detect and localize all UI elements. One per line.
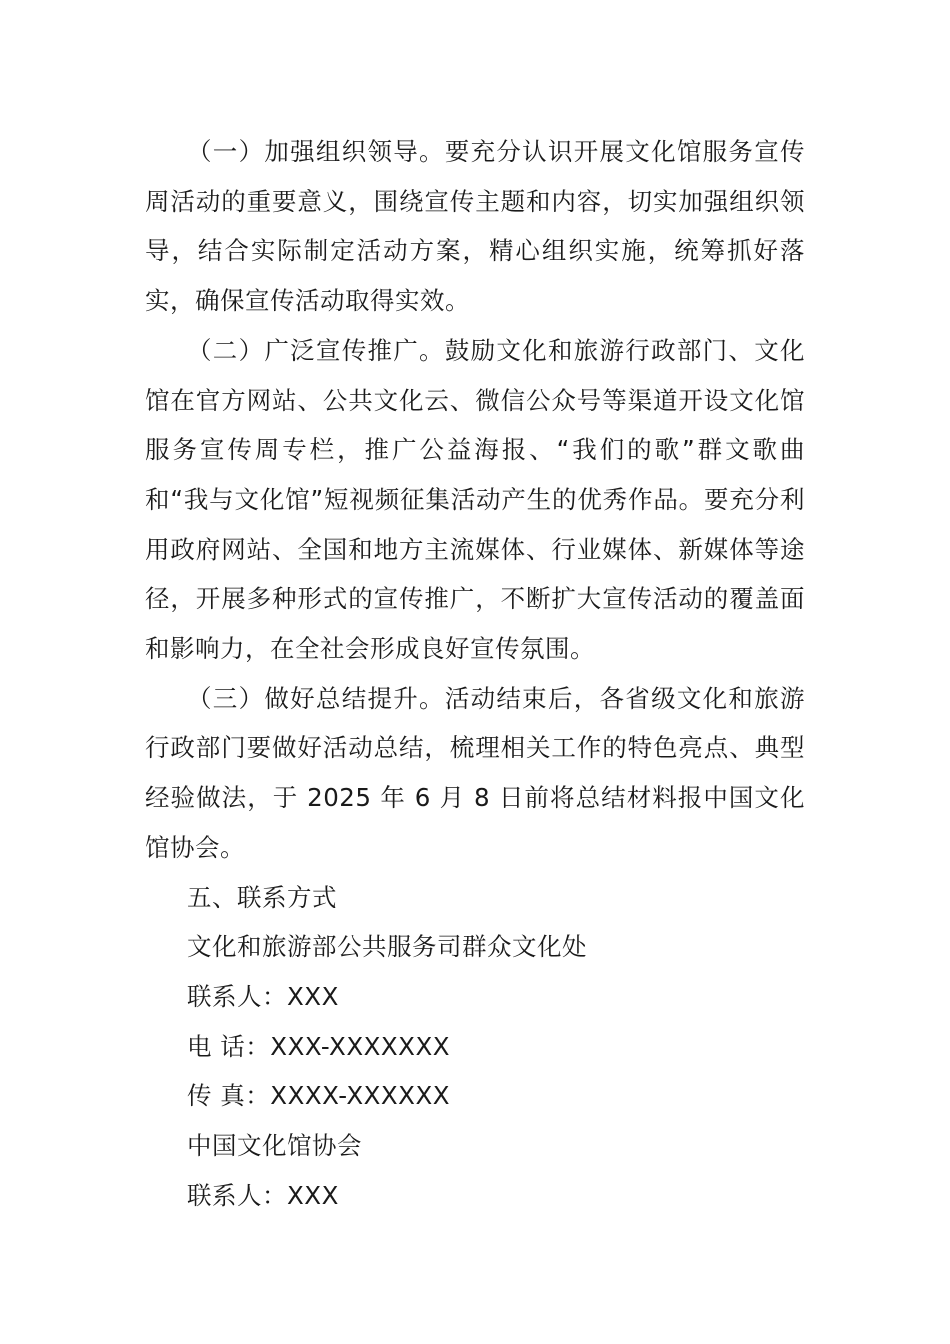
document-body	[145, 127, 805, 1220]
paragraph-organization-leadership: （一）加强组织领导。要充分认识开展文化馆服务宣传周活动的重要意义，围绕宣传主题和内容，切实加强组织领导，结合实际制定活动方案，精心组织实施，统筹抓好落实，确保宣传活动取得实效。	[145, 137, 805, 316]
org2-name: 中国文化馆协会	[187, 1131, 362, 1161]
section-heading-contact: 五、联系方式	[187, 882, 337, 912]
org2-contact-person: 联系人：XXX	[187, 1180, 339, 1210]
paragraph-summary-improvement: （三）做好总结提升。活动结束后，各省级文化和旅游行政部门要做好活动总结，梳理相关工作的特色亮点、典型经验做法，于 2025 年 6 月 8 日前将总结材料报中国文化馆协会。	[145, 683, 805, 862]
org1-contact-person: 联系人：XXX	[187, 981, 339, 1011]
org1-name: 文化和旅游部公共服务司群众文化处	[187, 932, 587, 962]
paragraph-publicity-promotion: （二）广泛宣传推广。鼓励文化和旅游行政部门、文化馆在官方网站、公共文化云、微信公众号等渠道开设文化馆服务宣传周专栏，推广公益海报、“我们的歌”群文歌曲和“我与文化馆”短视频征集活动产生的优秀作品。要充分利用政府网站、全国和地方主流媒体、行业媒体、新媒体等途径，开展多种形式的宣传推广，不断扩大宣传活动的覆盖面和影响力，在全社会形成良好宣传氛围。	[145, 335, 805, 664]
org1-fax: 传 真：XXXX-XXXXXX	[187, 1081, 451, 1111]
org1-phone: 电 话：XXX-XXXXXXX	[187, 1031, 451, 1061]
